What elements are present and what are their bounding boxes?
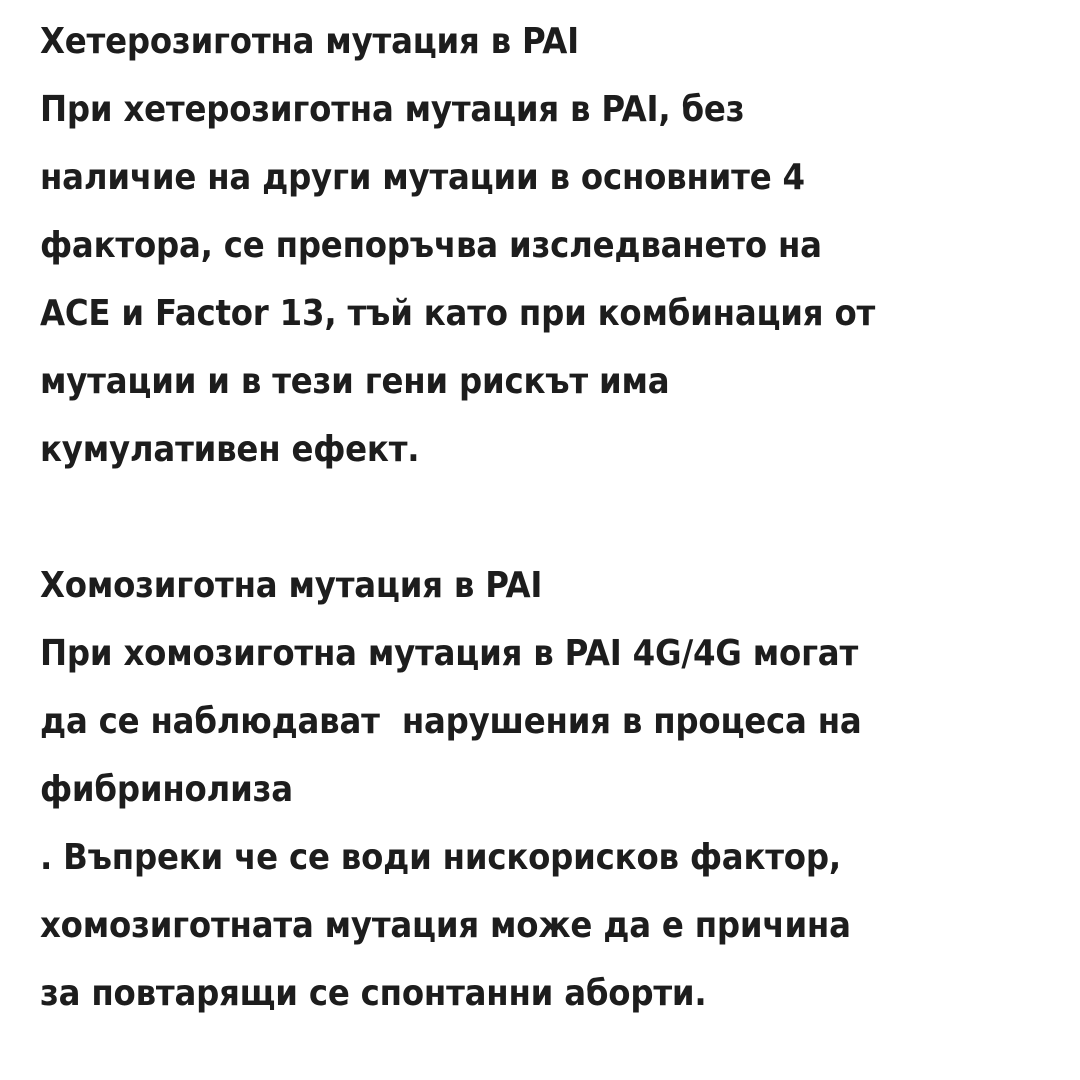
paragraph-line: При хетерозиготна мутация в PAI, без xyxy=(40,89,745,130)
paragraph-line: за повтарящи се спонтанни аборти. xyxy=(40,973,707,1014)
homozygous-section xyxy=(40,552,1050,1028)
paragraph-line: ACE и Factor 13, тъй като при комбинация от xyxy=(40,293,876,334)
paragraph-line: кумулативен ефект. xyxy=(40,429,420,470)
paragraph-line: фактора, се препоръчва изследването на xyxy=(40,225,822,266)
paragraph-line: хомозиготната мутация може да е причина xyxy=(40,905,851,946)
paragraph-line: При хомозиготна мутация в PAI 4G/4G могат xyxy=(40,633,859,674)
paragraph-line: . Въпреки че се води нискорисков фактор, xyxy=(40,837,841,878)
section-heading: Хетерозиготна мутация в PAI xyxy=(40,21,579,62)
paragraph-line: фибринолиза xyxy=(40,769,293,810)
paragraph-line: да се наблюдават нарушения в процеса на xyxy=(40,701,862,742)
document-page xyxy=(40,0,1050,1028)
paragraph-line: наличие на други мутации в основните 4 xyxy=(40,157,805,198)
paragraph-line: мутации и в тези гени рискът има xyxy=(40,361,670,402)
section-heading: Хомозиготна мутация в PAI xyxy=(40,565,543,606)
heterozygous-section xyxy=(40,8,1050,484)
